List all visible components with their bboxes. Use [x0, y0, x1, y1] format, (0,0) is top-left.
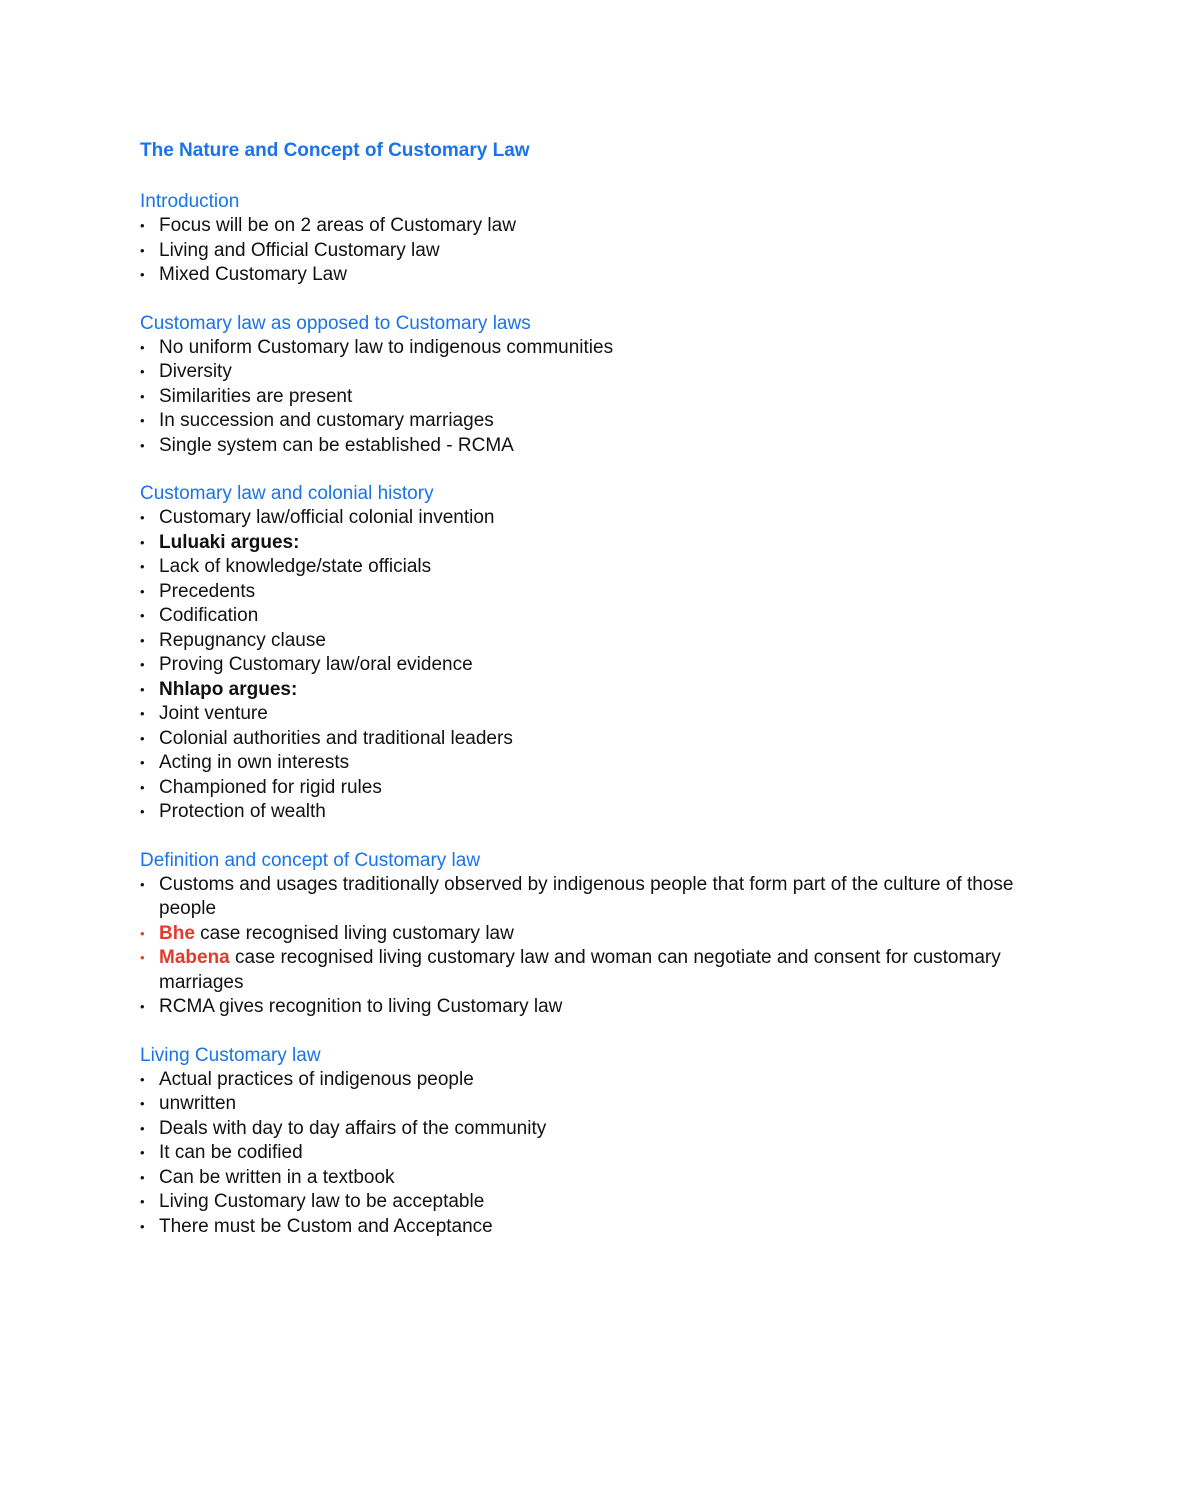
bullet-icon: •: [140, 339, 145, 355]
list-item: • Joint venture: [140, 702, 1060, 727]
list-item-bold: • Nhlapo argues:: [140, 678, 1060, 703]
bullet-icon: •: [140, 1096, 145, 1111]
bullet-list: [140, 336, 1060, 459]
bullet-list: [140, 1068, 1060, 1240]
bullet-icon: •: [140, 388, 145, 404]
document-title: The Nature and Concept of Customary Law: [140, 140, 530, 161]
bullet-icon: •: [140, 1218, 145, 1234]
section-heading: Customary law and colonial history: [140, 483, 434, 504]
list-item: • Protection of wealth: [140, 800, 1060, 825]
bullet-icon: •: [140, 1145, 145, 1160]
bullet-icon: •: [140, 413, 145, 428]
list-item: • Customary law/official colonial invention: [140, 506, 1060, 531]
bullet-icon: •: [140, 730, 145, 746]
section-heading: Introduction: [140, 191, 240, 212]
section-living-customary-law: [140, 1044, 1060, 1240]
list-item: • Living Customary law to be acceptable: [140, 1190, 1060, 1215]
bullet-icon: •: [140, 608, 145, 623]
list-item: • Similarities are present: [140, 385, 1060, 410]
list-item: • It can be codified: [140, 1141, 1060, 1166]
list-item: • Actual practices of indigenous people: [140, 1068, 1060, 1093]
list-item: • Focus will be on 2 areas of Customary law: [140, 214, 1060, 239]
list-item: • Championed for rigid rules: [140, 776, 1060, 801]
bullet-icon: •: [140, 925, 145, 941]
list-item: • Codification: [140, 604, 1060, 629]
section-customary-law-vs-laws: [140, 312, 1060, 459]
case-name-highlight: Bhe: [159, 922, 195, 944]
bullet-icon: •: [140, 437, 145, 453]
list-item: • There must be Custom and Acceptance: [140, 1215, 1060, 1240]
bullet-icon: •: [140, 999, 145, 1014]
list-item: • Repugnancy clause: [140, 629, 1060, 654]
bullet-icon: •: [140, 755, 145, 770]
list-item-bhe-case: • Bhe case recognised living customary law: [140, 922, 1060, 947]
list-item-mabena-case: • Mabena case recognised living customary law and woman can negotiate and consent for customary marriages: [140, 947, 1001, 993]
section-heading: Living Customary law: [140, 1044, 321, 1066]
list-item: • Lack of knowledge/state officials: [140, 555, 1060, 580]
bullet-icon: •: [140, 1194, 145, 1209]
list-item: • Mixed Customary Law: [140, 263, 1060, 288]
list-item: • Can be written in a textbook: [140, 1166, 1060, 1191]
bullet-icon: •: [140, 1071, 145, 1087]
list-item: • Customs and usages traditionally observed by indigenous people that form part of the culture of those people: [140, 873, 1014, 919]
bullet-icon: •: [140, 364, 145, 379]
bullet-list: [140, 214, 1060, 288]
bullet-icon: •: [140, 559, 145, 574]
bullet-icon: •: [140, 876, 145, 892]
bullet-icon: •: [140, 632, 145, 648]
list-item-bold: • Luluaki argues:: [140, 531, 1060, 556]
section-heading: Customary law as opposed to Customary laws: [140, 312, 531, 334]
bullet-list: [140, 873, 1060, 1020]
section-definition: [140, 849, 1060, 1020]
list-item: • Precedents: [140, 580, 1060, 605]
bullet-icon: •: [140, 804, 145, 819]
section-heading: Definition and concept of Customary law: [140, 849, 481, 871]
list-item: • unwritten: [140, 1092, 1060, 1117]
bullet-icon: •: [140, 218, 145, 233]
list-item: • Colonial authorities and traditional leaders: [140, 727, 1060, 752]
list-item: • Single system can be established - RCMA: [140, 434, 1060, 459]
case-name-highlight: Mabena: [159, 947, 230, 968]
bullet-icon: •: [140, 681, 145, 697]
section-introduction: [140, 190, 1060, 288]
list-item: • Deals with day to day affairs of the community: [140, 1117, 1060, 1142]
bullet-icon: •: [140, 583, 145, 599]
list-item: • Living and Official Customary law: [140, 239, 1060, 264]
section-colonial-history: [140, 482, 1060, 825]
bullet-icon: •: [140, 534, 145, 550]
bullet-icon: •: [140, 1169, 145, 1185]
list-item: • Acting in own interests: [140, 751, 1060, 776]
bullet-list: [140, 506, 1060, 825]
bullet-icon: •: [140, 242, 145, 258]
list-item: • In succession and customary marriages: [140, 409, 1060, 434]
list-item: • Proving Customary law/oral evidence: [140, 653, 1060, 678]
bullet-icon: •: [140, 706, 145, 721]
bullet-icon: •: [140, 950, 145, 965]
list-item: • RCMA gives recognition to living Customary law: [140, 995, 1060, 1020]
bullet-icon: •: [140, 779, 145, 795]
bullet-icon: •: [140, 510, 145, 525]
bullet-icon: •: [140, 1120, 145, 1136]
bullet-icon: •: [140, 267, 145, 282]
bullet-icon: •: [140, 657, 145, 672]
list-item: • Diversity: [140, 360, 1060, 385]
list-item: • No uniform Customary law to indigenous communities: [140, 336, 1060, 361]
